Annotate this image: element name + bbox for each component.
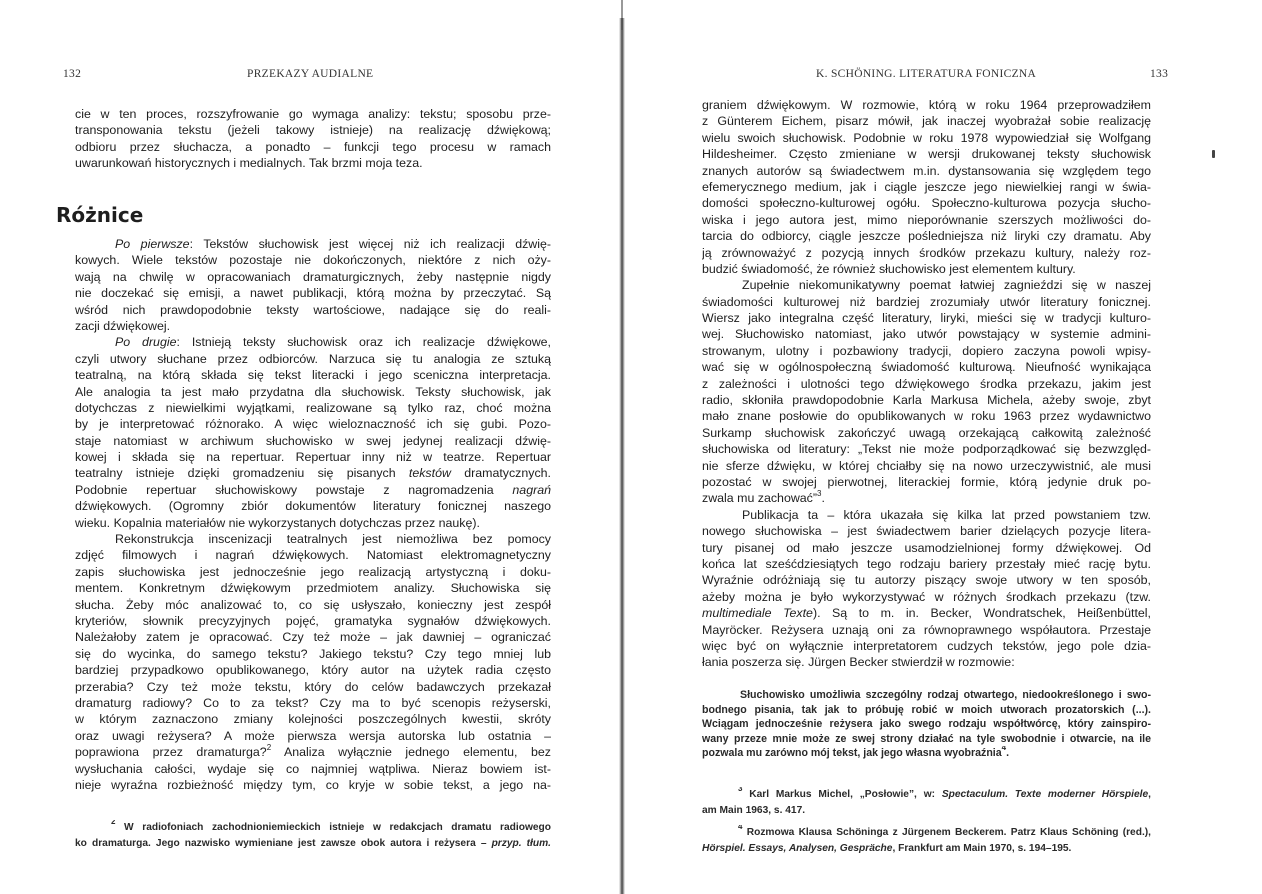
text-line — [75, 236, 551, 252]
text-line: kowej i składa się na repertuar. Repertuar inny niż w teatrze. Repertuar — [75, 450, 551, 465]
text-line: kowych. Wiele tekstów pozostaje nie dokończonych, niektóre z nich oży- — [75, 253, 551, 268]
text-line: bardziej przypadkowo opublikowanego, który autor na użytek radia często — [75, 663, 551, 678]
text-line: Surkamp słuchowisk zakończyć uwagą orzekającą całkowitą zależność — [702, 425, 1151, 440]
text-line: Słuchowisko umożliwia szczególny rodzaj otwartego, niedookreślonego i swo- — [740, 689, 1151, 701]
right-page — [626, 0, 1262, 894]
text-segment: : Istnieją teksty słuchowisk oraz ich realizacje dźwiękowe, — [176, 335, 551, 350]
text-line: wiska i jego autora jest, mimo nieporównanie szerszych możliwości do- — [702, 212, 1151, 227]
text-line: się do wycinka, do samego tekstu? Jakiego tekstu? Czy tego mniej lub — [75, 646, 551, 661]
text-line: Hildesheimer. Często zmieniane w wersji drukowanej teksty słuchowisk — [702, 147, 1151, 162]
text-line: dotychczas z niewielkimi wyjątkami, realizowane są tylko raz, choć można — [75, 400, 551, 415]
text-line — [75, 465, 551, 481]
text-line: z zależności i ulotności tego dźwiękowego środka przekazu, jakim jest — [702, 376, 1151, 391]
text-line — [75, 836, 551, 852]
paragraph — [75, 820, 551, 852]
text-line: wany przeze mnie może ze swej strony działać na tyle swobodnie i otwarcie, na ile — [702, 732, 1151, 745]
footnote-ref: 3 — [738, 787, 743, 793]
page-number: 132 — [63, 68, 82, 80]
text-line: domości społeczno-kulturowej ogółu. Społeczno-kulturowa pozycja słucho- — [702, 196, 1151, 211]
text-segment: Podobnie repertuar słuchowiskowy powstaje z nagromadzenia — [75, 482, 513, 497]
italic-text: Po drugie — [115, 335, 177, 350]
text-segment: pozwala mu zarówno mój tekst, jak jego własna wyobraźnia — [702, 747, 1002, 759]
text-segment: Karl Markus Michel, „Posłowie”, w: — [742, 789, 942, 800]
text-line: znanych autorów są świadectwem m.in. dystansowania się względem tego — [702, 163, 1151, 178]
text-line: wają na chwilę w opracowaniach dramaturgicznych, żeby następnie nigdy — [75, 269, 551, 284]
text-line: końca lat sześćdziesiątych tego rodzaju bariery przestały mieć rację bytu. — [702, 556, 1151, 571]
text-line: przerabia? Czy też może tekstu, który do celów badawczych przekazał — [75, 679, 551, 694]
text-line: Zupełnie niekomunikatywny poemat łatwiej zagnieździ się w naszej — [742, 278, 1151, 293]
footnote-ref: 4 — [738, 825, 743, 831]
text-line — [702, 490, 1151, 506]
text-line: ażeby można je było wykorzystywać w różnych środkach przekazu (tzw. — [702, 589, 1151, 604]
footnotes — [75, 820, 551, 852]
italic-text: Po pierwsze — [115, 237, 190, 251]
italic-text: Hörspiel. Essays, Analysen, Gespräche — [702, 843, 893, 854]
text-line: nowego słuchowiska – jest świadectwem barier dzielących pozycje litera- — [702, 524, 1151, 539]
text-line: wej. Słuchowisko natomiast, jako utwór powstający w systemie admini- — [702, 327, 1151, 342]
text-line — [702, 825, 1151, 841]
page-number: 133 — [1150, 68, 1169, 80]
footnote-ref: 4 — [1001, 746, 1007, 752]
text-segment: : Tekstów słuchowisk jest więcej niż ich realizacji dźwię- — [189, 237, 551, 251]
text-line — [702, 746, 1151, 761]
text-line: łania poszerza się. Jürgen Becker stwierdził w rozmowie: — [702, 655, 1015, 670]
running-head: K. SCHÖNING. LITERATURA FONICZNA — [816, 68, 1037, 80]
text-line: odbioru przez słuchacza, a ponadto – funkcji tego procesu w ramach — [75, 139, 551, 154]
text-line — [75, 482, 551, 498]
paragraph — [75, 236, 551, 334]
paragraph — [702, 688, 1151, 761]
text-line: zdjęć filmowych i nagrań dźwiękowych. Natomiast elektromagnetyczny — [75, 548, 551, 563]
text-line: Wyraźnie odróżniają się tu autorzy piszący swoje utwory w ten sposób, — [702, 573, 1151, 588]
italic-text: przyp. tłum. — [491, 838, 551, 849]
text-segment: . — [1006, 747, 1010, 759]
text-segment: Rozmowa Klausa Schöninga z Jürgenem Beckerem. Patrz Klaus Schöning (red.), — [742, 827, 1151, 838]
text-segment: W radiofoniach zachodnioniemieckich istnieje w redakcjach dramatu radiowego — [124, 822, 551, 833]
text-line: bodnego pisania, tak jak to próbuję robić w moich utworach prozatorskich (...). — [702, 703, 1151, 716]
text-line: efemerycznego medium, jak i ciągle jeszcze jego niewielkiej rangi w świa- — [702, 179, 1151, 194]
text-line: graniem dźwiękowym. W rozmowie, którą w roku 1964 przeprowadziłem — [702, 98, 1151, 112]
left-page — [0, 0, 620, 894]
text-segment: ko dramaturga. Jego nazwisko wymieniane jest zawsze obok autora i reżysera – — [75, 838, 492, 849]
section-heading: Różnice — [56, 203, 144, 227]
text-line: nie doczekać się emisji, a nawet publikacji, którą można by przeczytać. Są — [75, 286, 551, 301]
text-line: czyli utwory słuchane przez odbiorców. Narzuca się tu analogia ze sztuką — [75, 351, 551, 366]
text-line: słuchowiska od literatury: „Tekst nie może podporządkować się bezwzględ- — [702, 442, 1151, 457]
text-line: nie sferze dźwięku, w której chciałby się na nowo urzeczywistnić, ale musi — [702, 458, 1151, 473]
italic-text: tekstów — [408, 466, 451, 481]
text-line: wać się w ogólnospołeczną świadomość kulturową. Nieufność wynikająca — [702, 360, 1151, 375]
text-line — [75, 820, 551, 836]
paragraph — [702, 97, 1151, 277]
footnote-ref: 3 — [817, 490, 822, 499]
text-line: nieje wyraźna rozbieżność między tym, co kryje w sobie tekst, a jego na- — [75, 777, 551, 792]
text-segment: , — [1148, 789, 1151, 800]
text-line — [75, 334, 551, 350]
text-line: budzić świadomość, że również słuchowisko jest elementem kultury. — [702, 261, 1076, 276]
text-line: mało znane posłowie do opublikowanych w roku 1963 przez wydawnictwo — [702, 409, 1151, 424]
text-line: radio, skłoniła prawdopodobnie Karla Markusa Michela, ażeby swoje, zbyt — [702, 393, 1151, 408]
text-line: Mayröcker. Reżysera uznają oni za równoprawnego współautora. Przestaje — [702, 622, 1151, 637]
text-line: słucha. Żeby móc analizować to, co się usłyszało, konieczny jest zespół — [75, 597, 551, 612]
text-line: mentem. Konkretnym dźwiękowym przedmiotem analizy. Słuchowiska się — [75, 581, 551, 596]
intro-text — [75, 106, 551, 172]
text-line — [702, 787, 1151, 803]
footnote-ref: 2 — [266, 744, 272, 753]
text-line: więc być on wyłącznie interpretatorem cudzych tekstów, jego pole dzia- — [702, 638, 1151, 653]
text-line: Rekonstrukcja inscenizacji teatralnych jest niemożliwa bez pomocy — [115, 532, 551, 547]
text-line — [75, 744, 551, 760]
paragraph — [75, 334, 551, 531]
body-text — [702, 97, 1151, 671]
text-line: by je interpretować różnorako. A więc wieloznaczność ich się gubi. Pozo- — [75, 417, 551, 432]
text-segment: dramatycznych. — [450, 466, 551, 481]
text-line: Należałoby zatem je opracować. Czy też może – jak dawniej – ograniczać — [75, 630, 551, 645]
text-line: wielu swoich słuchowisk. Podobnie w roku 1978 wypowiedział się Wolfgang — [702, 130, 1151, 145]
text-line: zapis słuchowiska jest jednocześnie jego realizacją artystyczną i doku- — [75, 564, 551, 579]
footnote-ref: 2 — [111, 820, 116, 826]
text-line: z Günterem Eichem, pisarz mówił, jak inaczej wyobrażał sobie realizację — [702, 114, 1151, 129]
paragraph — [75, 106, 551, 172]
text-line: tarcia do odbiorcy, ciągle jeszcze pośledniejsza niż liryki czy dramatu. Aby — [702, 229, 1151, 244]
paragraph — [702, 507, 1151, 671]
text-line: wysłuchania całości, wydaje się co najmniej wątpliwa. Nieraz bowiem ist- — [75, 761, 551, 776]
text-line: Publikacja ta – która ukazała się kilka lat przed powstaniem tzw. — [742, 507, 1151, 522]
text-segment: ). Są to m. in. Becker, Wondratschek, Heißenbüttel, — [812, 606, 1151, 621]
text-segment: Analiza wyłącznie jednego elementu, bez — [271, 745, 551, 760]
footnotes — [702, 787, 1151, 857]
text-line: oraz uwagi reżysera? A może pierwsza wersja autorska lub ostatnia – — [75, 728, 551, 743]
block-quote — [702, 688, 1151, 761]
text-segment: , Frankfurt am Main 1970, s. 194–195. — [892, 843, 1072, 854]
paragraph — [75, 531, 551, 793]
paragraph — [702, 787, 1151, 819]
paragraph — [702, 825, 1151, 857]
text-line: dźwiękowych. (Ogromny zbiór dokumentów literatury fonicznej naszego — [75, 499, 551, 514]
text-line: uwarunkowań historycznych i medialnych. Tak brzmi moja teza. — [75, 156, 423, 171]
text-segment: teatralny istnieje dzięki gromadzeniu się pisanych — [75, 466, 409, 481]
text-line: transponowania tekstu (jeżeli takowy istnieje) na realizację dźwiękową; — [75, 123, 551, 138]
text-line: zacji dźwiękowej. — [75, 318, 171, 333]
text-line: świadomości kulturowej niż bardziej zrozumiały utwór literatury fonicznej. — [702, 294, 1151, 309]
text-line: tury pisanej od mało jeszcze usamodzielnionej formy dźwiękowej. Od — [702, 540, 1151, 555]
text-line: pozostać w swojej pierwotnej, literackiej formie, którą jedynie druk po- — [702, 474, 1151, 489]
italic-text: multimediale Texte — [702, 606, 813, 621]
text-line: teatralną, na którą składa się tekst literacki i jego sceniczna interpretacja. — [75, 368, 551, 383]
text-line: wieku. Kopalnia materiałów nie wykorzystanych dotychczas przez naukę). — [75, 515, 480, 530]
text-line: w którym zaznaczono zmiany kolejności poszczególnych kwestii, skróty — [75, 712, 551, 727]
text-line: am Main 1963, s. 417. — [702, 805, 806, 816]
paragraph — [702, 277, 1151, 506]
running-head: PRZEKAZY AUDIALNE — [247, 68, 374, 80]
text-line — [702, 841, 1151, 857]
text-segment: zwala mu zachować” — [702, 491, 818, 506]
text-line: cie w ten proces, rozszyfrowanie go wymaga analizy: tekstu; sposobu prze- — [75, 107, 551, 121]
text-line: strowanym, ulotny i pozbawiony tradycji, dopiero zaczyna powoli wpisy- — [702, 343, 1151, 358]
italic-text: nagrań — [512, 482, 551, 497]
italic-text: Spectaculum. Texte moderner Hörspiele — [941, 789, 1149, 800]
text-line: Wiersz jako integralna część literatury, liryki, mieści się w tradycji kulturo- — [702, 311, 1151, 326]
text-line: staje natomiast w archiwum słuchowisko w swej jedynej realizacji dźwię- — [75, 433, 551, 448]
body-text — [75, 236, 551, 793]
text-line: ją zrównoważyć z pozycją innych środków przekazu kultury, należy roz- — [702, 245, 1151, 260]
text-segment: . — [821, 491, 825, 506]
text-line: kryteriów, słownik precyzyjnych pojęć, gramatyka sygnałów dźwiękowych. — [75, 613, 551, 628]
text-line: wśród nich prawdopodobnie teksty wartościowe, nadające się do reali- — [75, 302, 551, 317]
text-line — [702, 605, 1151, 621]
text-line: Wciągam jednocześnie reżysera jako swego rodzaju współtwórcę, który zainspiro- — [702, 718, 1151, 730]
text-segment: poprawiona przez dramaturga? — [75, 745, 267, 760]
text-line: Ale analogia ta jest mało przydatna dla słuchowisk. Teksty słuchowisk, jak — [75, 384, 551, 399]
text-line: dramaturg radiowy? Co to za tekst? Czy ma to być scenopis reżyserski, — [75, 695, 551, 710]
